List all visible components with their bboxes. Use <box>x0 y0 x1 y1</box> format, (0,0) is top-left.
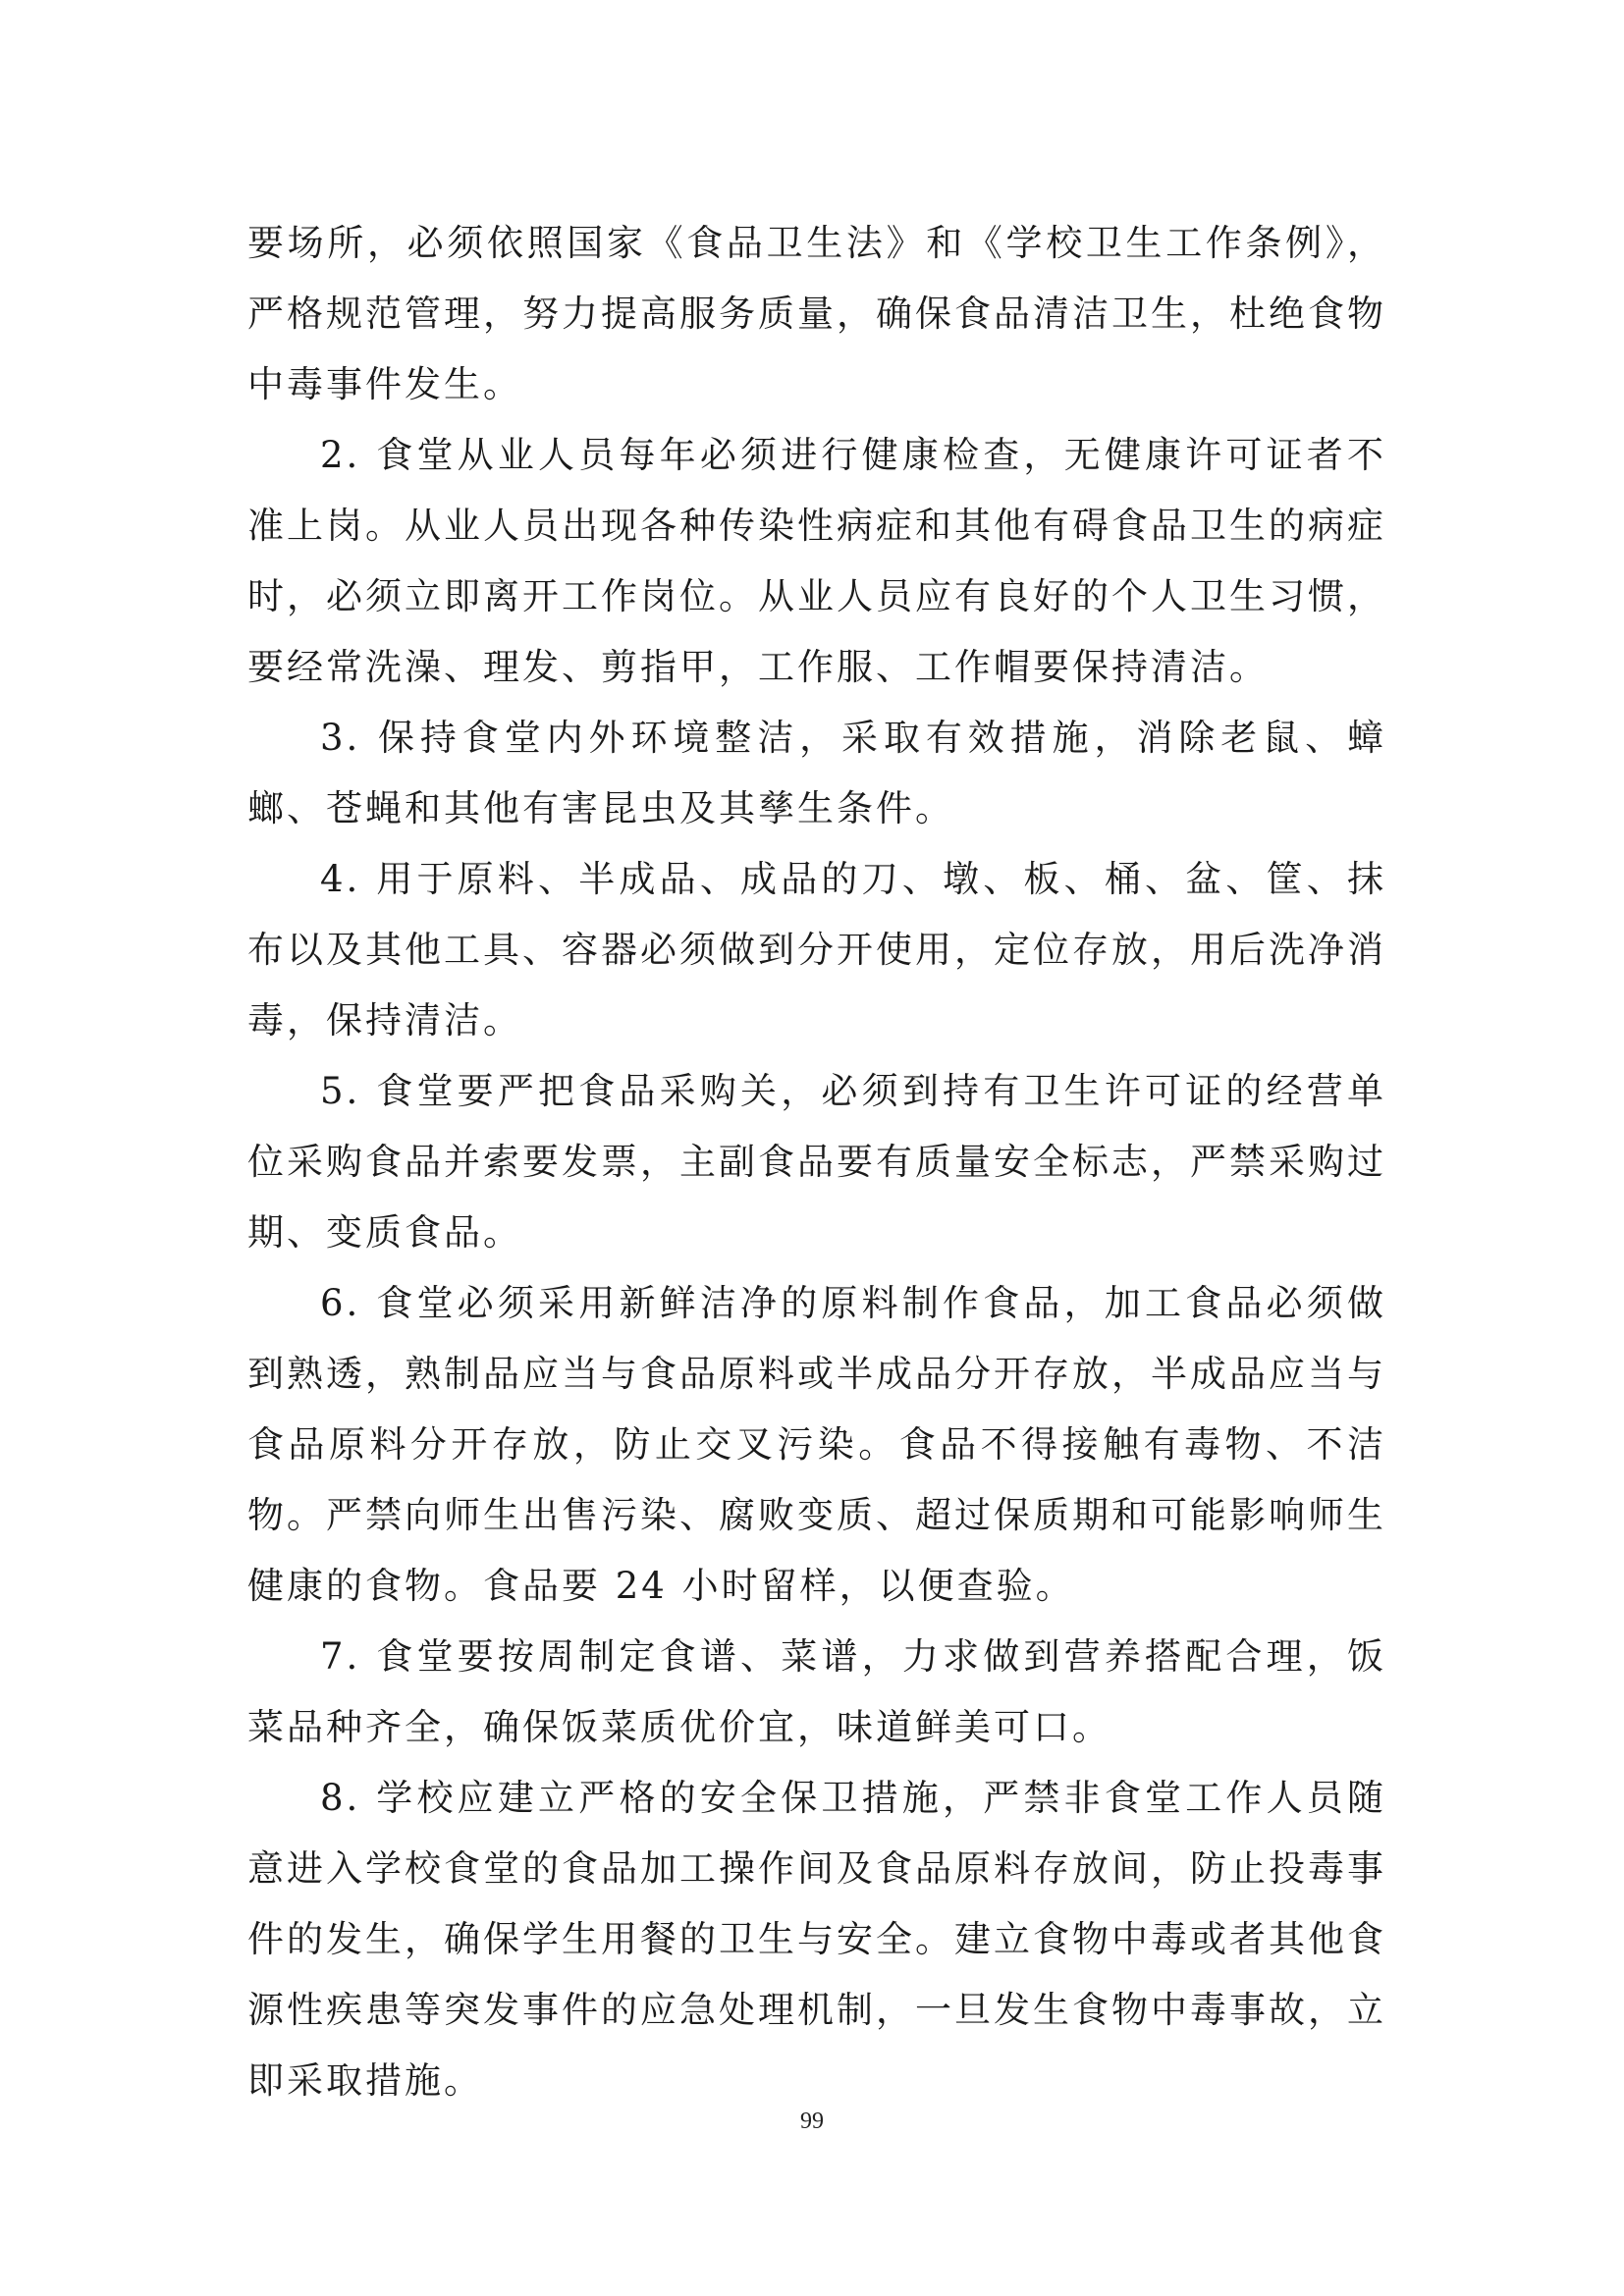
paragraph-item-5: 5. 食堂要严把食品采购关，必须到持有卫生许可证的经营单位采购食品并索要发票，主副食品要有质量安全标志，严禁采购过期、变质食品。 <box>247 1070 1386 1254</box>
paragraph-item-6: 6. 食堂必须采用新鲜洁净的原料制作食品，加工食品必须做到熟透，熟制品应当与食品原料或半成品分开存放，半成品应当与食品原料分开存放，防止交叉污染。食品不得接触有毒物、不洁物。严禁向师生出售污染、腐败变质、超过保质期和可能影响师生健康的食物。食品要 24 小时留样，以便查验。 <box>247 1282 1386 1607</box>
paragraph-item-2: 2. 食堂从业人员每年必须进行健康检查，无健康许可证者不准上岗。从业人员出现各种传染性病症和其他有碍食品卫生的病症时，必须立即离开工作岗位。从业人员应有良好的个人卫生习惯，要经常洗澡、理发、剪指甲，工作服、工作帽要保持清洁。 <box>247 434 1386 688</box>
paragraph-continuation: 要场所，必须依照国家《食品卫生法》和《学校卫生工作条例》，严格规范管理，努力提高服务质量，确保食品清洁卫生，杜绝食物中毒事件发生。 <box>247 222 1386 405</box>
paragraph-item-8: 8. 学校应建立严格的安全保卫措施，严禁非食堂工作人员随意进入学校食堂的食品加工操作间及食品原料存放间，防止投毒事件的发生，确保学生用餐的卫生与安全。建立食物中毒或者其他食源性疾患等突发事件的应急处理机制，一旦发生食物中毒事故，立即采取措施。 <box>247 1777 1386 2102</box>
paragraph-item-3: 3. 保持食堂内外环境整洁，采取有效措施，消除老鼠、蟑螂、苍蝇和其他有害昆虫及其孳生条件。 <box>247 717 1386 829</box>
document-body <box>247 208 1386 2116</box>
paragraph-item-7: 7. 食堂要按周制定食谱、菜谱，力求做到营养搭配合理，饭菜品种齐全，确保饭菜质优价宜，味道鲜美可口。 <box>247 1635 1386 1748</box>
page-number: 99 <box>800 2109 824 2134</box>
paragraph-item-4: 4. 用于原料、半成品、成品的刀、墩、板、桶、盆、筐、抹布以及其他工具、容器必须做到分开使用，定位存放，用后洗净消毒，保持清洁。 <box>247 858 1386 1041</box>
